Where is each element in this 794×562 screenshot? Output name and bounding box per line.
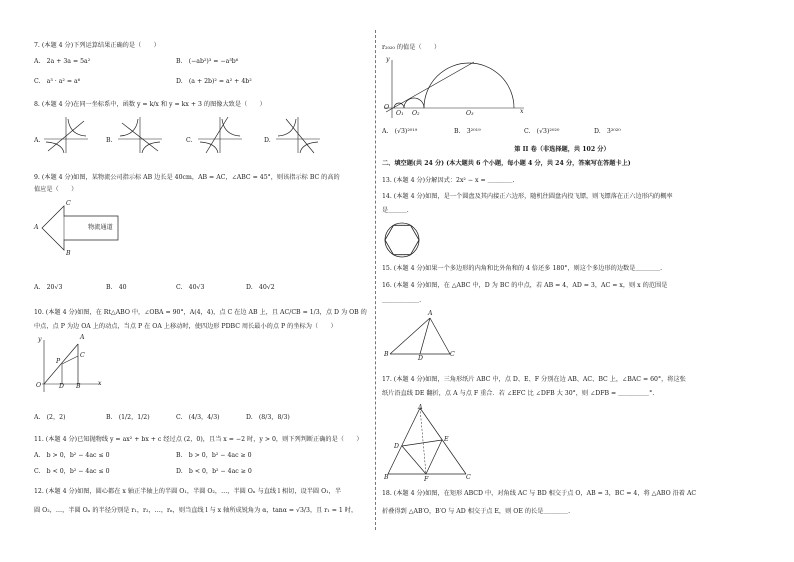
q17-label-b: B [384,474,389,481]
q12-label-o1: O₁ [396,110,404,117]
q17-stem-line1: 17. (本题 4 分)如图，三角形纸片 ABC 中，点 D、E、F 分别在边 AB、AC、BC 上，∠BAC = 60°，将这张 [382,376,686,383]
q11-option-c: C. b < 0，b² − 4ac ≤ 0 [34,468,110,475]
q18-stem-line1: 18. (本题 4 分)如图，在矩形 ABCD 中，对角线 AC 与 BD 相交于点 O，AB = 3，BC = 4，将 △ABO 沿着 AC [382,490,697,497]
q8-label-a: A. [34,137,41,144]
q16-label-c: C [450,351,455,358]
q9-arrow-sign-figure [34,202,144,262]
q8-label-c: C. [186,137,193,144]
q12-label-o3: O₃ [466,110,474,117]
q13-stem: 13. (本题 4 分)分解因式：2x² − x = ＿＿＿＿. [382,177,515,184]
q12-label-x: x [520,108,524,115]
q7-option-b: B. (−ab²)³ = −a³b⁶ [176,58,239,65]
q16-label-d: D [418,355,423,362]
q9-stem-line2: 值应是（ ） [34,186,78,193]
column-divider [375,30,376,530]
q17-label-e: E [444,436,449,443]
q15-stem: 15. (本题 4 分)如果一个多边形的内角和比外角和的 4 倍还多 180°，则这个多边形的边数是＿＿＿＿. [382,265,663,272]
q8-stem: 8. (本题 4 分)在同一坐标系中，函数 y = k/x 和 y = kx + 3 的图像大致是（ ） [34,101,266,108]
q10-triangle-figure [34,336,114,396]
q12-stem-cont: r₂₀₂₀ 的值是（ ） [382,44,441,51]
q10-option-a: A. (2，2) [34,414,66,421]
q10-option-d: D. (8/3，8/3) [246,414,290,421]
q7-option-c: C. a³ · a² = a⁶ [34,78,81,85]
q11-option-a: A. b > 0，b² − 4ac ≤ 0 [34,452,110,459]
q9-point-a: A [34,224,39,231]
q16-label-a: A [428,310,433,317]
q12-label-y: y [386,56,390,63]
q16-label-b: B [384,351,389,358]
q12-label-o: O [384,104,390,111]
q12-semicircles-figure [382,56,532,120]
q14-stem-line1: 14. (本题 4 分)如图，是一个圆盘及其内接正六边形，随机往圆盘内投飞镖，则飞镖落在正六边形内的概率 [382,193,673,200]
q10-label-a: A [80,334,85,341]
q10-stem-line2: 中点，点 P 为边 OA 上的动点，当点 P 在 OA 上移动时，使四边形 PDBC 周长最小的点 P 的坐标为（ ） [34,323,337,330]
q7-option-a: A. 2a + 3a = 5a² [34,58,91,65]
q14-circle-hexagon-figure [382,220,422,260]
q10-option-b: B. (1/2，1/2) [106,414,150,421]
q8-label-d: D. [264,137,271,144]
q12-option-b: B. 3²⁰¹⁹ [454,128,481,135]
q12-option-a: A. (√3)²⁰¹⁹ [382,128,418,135]
q7-option-d: D. (a + 2b)² = a² + 4b² [176,78,252,85]
section2-heading: 二、填空题(共 24 分) (本大题共 6 个小题，每小题 4 分，共 24 分，答案写在答题卡上) [382,160,631,167]
q9-stem-line1: 9. (本题 4 分)如图，某物流公司指示标 AB 边长是 40cm，AB = AC，∠ABC = 45°，则该指示标 BC 的高的 [34,174,340,181]
q12-stem-line2: 圆 O₂，…，半圆 Oₙ 的半径分别是 r₁，r₂，…，rₙ，则当直线 l 与 x 轴所成锐角为 α，tanα = √3/3，且 r₁ = 1 时， [34,507,358,514]
q16-stem-line2: ＿＿＿＿＿＿. [382,297,422,304]
q10-label-o: O [36,382,42,389]
q7-stem: 7. (本题 4 分)下列运算结果正确的是（ ） [34,42,160,49]
q10-label-b: B [76,383,81,390]
q8-graph-c [198,115,244,155]
q12-label-o2: O₂ [412,110,420,117]
q8-label-b: B. [106,137,113,144]
q17-label-f: F [424,476,429,483]
q16-stem-line1: 16. (本题 4 分)如图，在 △ABC 中，D 为 BC 的中点，若 AB = 4，AD = 3，AC = x，则 x 的范围是 [382,282,668,289]
q10-option-c: C. (4/3，4/3) [176,414,220,421]
q11-option-b: B. b > 0，b² − 4ac ≥ 0 [176,452,252,459]
q11-option-d: D. b < 0，b² − 4ac ≥ 0 [176,468,252,475]
q17-label-c: C [466,474,471,481]
q17-stem-line2: 纸片沿直线 DE 翻折，点 A 与点 F 重合．若 ∠EFC 比 ∠DFB 大 30°，则 ∠DFB = ＿＿＿＿＿°. [382,390,655,397]
q9-sign-text: 物流通道 [88,224,113,231]
q9-option-c: C. 40√3 [176,284,205,291]
q12-stem-line1: 12. (本题 4 分)如图，圆心都在 x 轴正半轴上的半圆 O₁，半圆 O₂，…，半圆 Oₙ 与直线 l 相切，设半圆 O₁，半 [34,488,342,495]
q12-option-c: C. (√3)²⁰²⁰ [524,128,560,135]
q14-stem-line2: 是＿＿＿. [382,207,409,214]
q8-graph-a [44,115,90,155]
q10-label-d: D [59,383,64,390]
q8-graph-b [118,115,164,155]
q9-option-b: B. 40 [106,284,127,291]
part2-title: 第 II 卷（非选择题，共 102 分） [514,146,610,153]
q10-stem-line1: 10. (本题 4 分)如图，在 Rt△ABO 中，∠OBA = 90°，A(4，4)，点 C 在边 AB 上，且 AC/CB = 1/3，点 D 为 OB 的 [34,309,367,316]
q11-stem: 11. (本题 4 分)已知抛物线 y = ax² + bx + c 经过点 (2，0)，且当 x = −2 时，y > 0，则下列判断正确的是（ ） [34,436,363,443]
q10-label-y: y [38,336,42,343]
q10-label-c: C [80,352,85,359]
q17-label-d: D [394,443,399,450]
q9-point-c: C [66,200,71,207]
q10-label-p: P [56,358,61,365]
q9-option-a: A. 20√3 [34,284,63,291]
q10-label-x: x [98,380,102,387]
q18-stem-line2: 折叠得到 △AB′O，B′O 与 AD 相交于点 E，则 OE 的长是＿＿＿＿. [382,508,571,515]
q17-label-a: A [418,404,423,411]
q12-option-d: D. 3²⁰²⁰ [594,128,621,135]
q17-fold-triangle-figure [382,404,482,480]
q8-graph-d [276,115,322,155]
q9-point-b: B [66,250,71,257]
q9-option-d: D. 40√2 [246,284,275,291]
